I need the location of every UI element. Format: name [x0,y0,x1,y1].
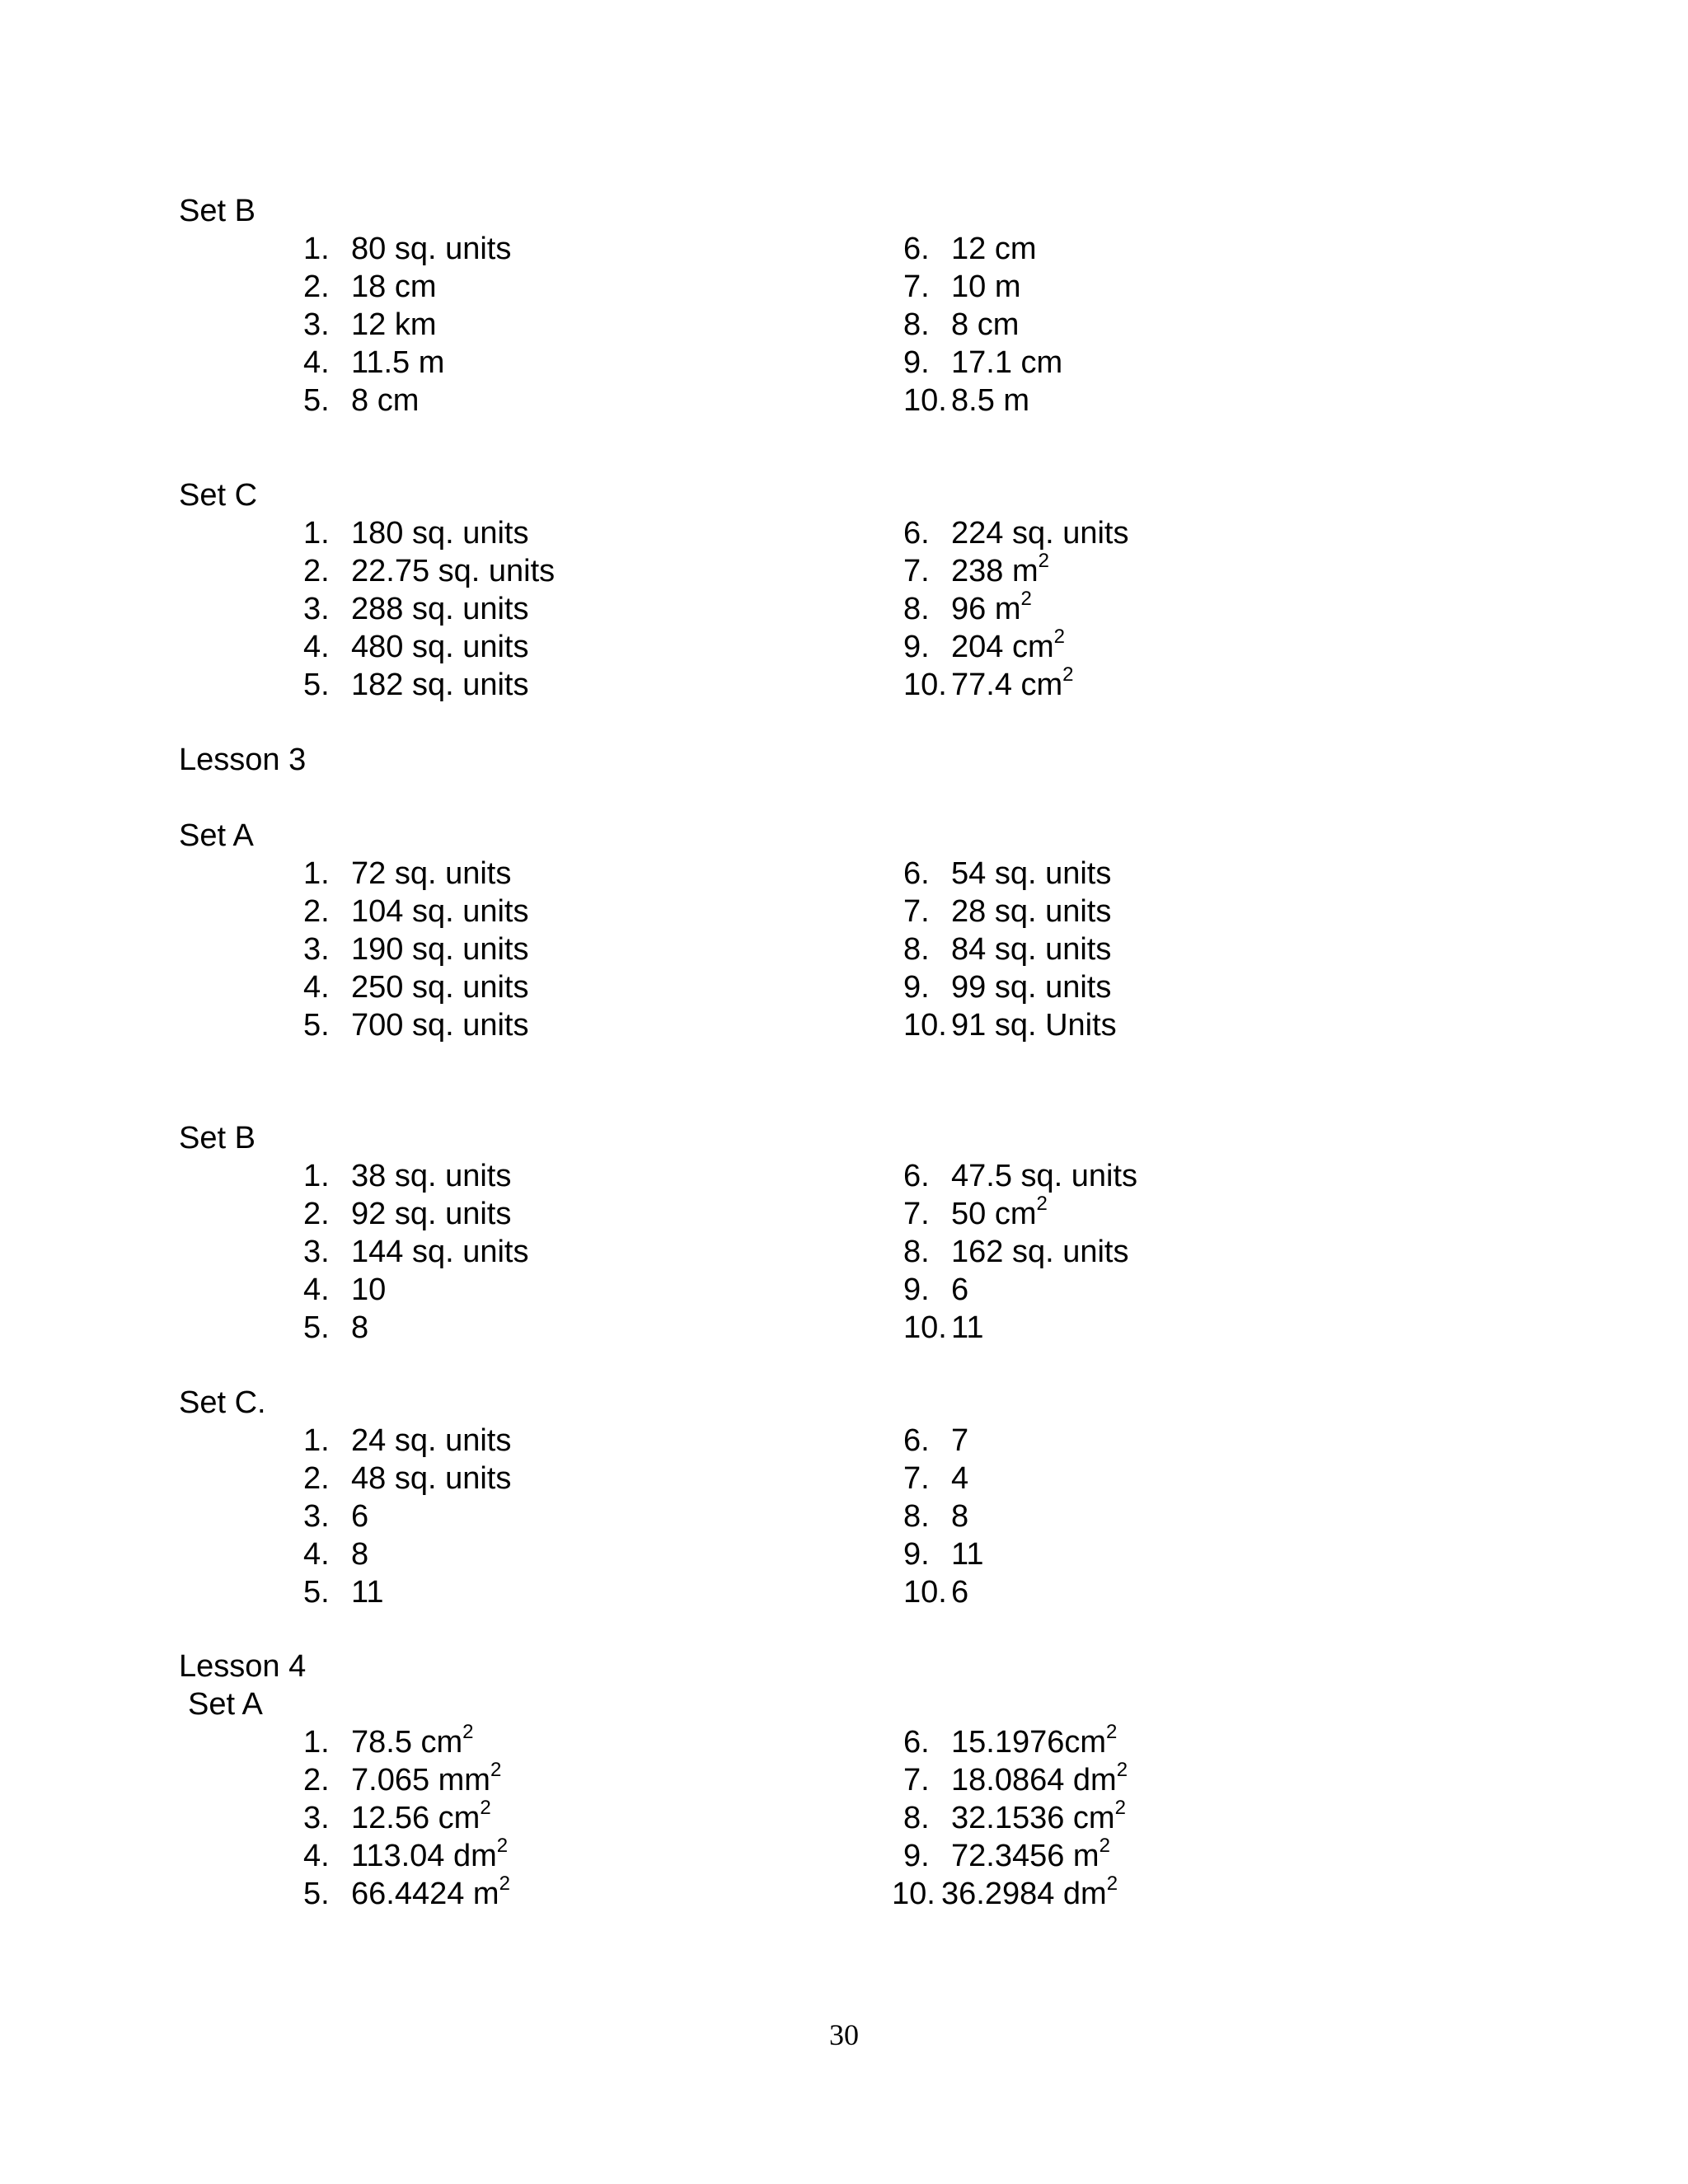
section-heading: Set B [179,1121,256,1155]
item-number: 3. [303,1801,330,1835]
item-number: 6. [903,516,930,551]
answer-item [303,514,528,552]
item-exponent: 2 [496,1835,509,1857]
answer-item [903,1761,1128,1799]
item-number: 1. [303,232,330,266]
answer-item [303,968,528,1006]
item-number: 10. [903,1008,947,1043]
item-answer: 480 sq. units [351,630,529,664]
item-answer: 11 [951,1537,984,1572]
item-exponent: 2 [499,1872,510,1895]
item-number: 4. [303,1272,330,1307]
item-number: 4. [303,345,330,380]
item-answer: 6 [351,1499,369,1534]
item-exponent: 2 [1106,1721,1118,1743]
item-number: 8. [903,307,930,342]
item-answer: 8.5 m [951,383,1030,418]
item-number: 3. [303,932,330,967]
item-answer: 113.04 dm [351,1839,497,1873]
item-exponent: 2 [462,1721,474,1743]
page-number: 30 [829,2018,859,2051]
item-number: 2. [303,894,330,929]
item-exponent: 2 [1099,1835,1110,1857]
section-heading: Set A [179,818,254,853]
answer-item [903,1157,1137,1195]
section-heading: Set A [188,1687,263,1722]
item-number: 5. [303,1877,330,1911]
item-answer: 11.5 m [351,345,445,380]
item-answer: 204 cm [951,630,1054,664]
answer-item [903,382,1029,419]
item-number: 6. [903,1725,930,1760]
section-heading: Set B [179,194,256,228]
item-number: 9. [903,630,930,664]
item-answer: 18.0864 dm [951,1763,1117,1797]
item-number: 1. [303,1159,330,1193]
item-answer: 78.5 cm [351,1725,463,1760]
answer-item [903,1195,1048,1233]
item-answer: 17.1 cm [951,345,1063,380]
answer-item [903,930,1111,968]
answer-item [903,1422,968,1460]
answer-item [303,666,528,704]
answer-item [903,855,1111,893]
item-number: 5. [303,1008,330,1043]
item-answer: 8 [351,1310,369,1345]
item-answer: 8 cm [951,307,1020,342]
item-number: 8. [903,932,930,967]
answer-item [303,1006,528,1044]
item-answer: 8 [351,1537,369,1572]
item-number: 3. [303,1499,330,1534]
item-number: 10. [892,1877,935,1911]
item-answer: 36.2984 dm [941,1877,1107,1911]
item-number: 6. [903,856,930,891]
item-number: 1. [303,516,330,551]
answer-item [303,1271,386,1309]
answer-item [303,230,511,268]
item-number: 7. [903,269,930,304]
answer-item [303,1799,491,1837]
answer-item [303,1872,510,1913]
answer-item [303,1195,511,1233]
answer-item [903,1799,1126,1837]
item-number: 7. [903,554,930,588]
answer-item [903,230,1036,268]
item-answer: 144 sq. units [351,1235,529,1269]
item-answer: 4 [951,1461,969,1496]
item-answer: 238 m [951,554,1039,588]
answer-item [903,893,1111,930]
item-answer: 80 sq. units [351,232,512,266]
answer-item [903,1460,968,1497]
item-number: 3. [303,307,330,342]
item-exponent: 2 [1053,626,1065,648]
item-number: 2. [303,1461,330,1496]
item-answer: 72 sq. units [351,856,512,891]
answer-item [303,930,528,968]
answer-item [903,344,1062,382]
item-answer: 11 [951,1310,984,1345]
item-exponent: 2 [490,1759,502,1781]
answer-item [303,1460,511,1497]
item-answer: 38 sq. units [351,1159,512,1193]
answer-item [903,1535,983,1573]
item-number: 4. [303,630,330,664]
item-number: 5. [303,668,330,702]
answer-item [303,306,436,344]
item-answer: 84 sq. units [951,932,1112,967]
answer-item [303,344,444,382]
answer-item [303,1837,508,1875]
item-number: 9. [903,970,930,1005]
item-answer: 47.5 sq. units [951,1159,1138,1193]
item-answer: 6 [951,1575,969,1610]
item-answer: 22.75 sq. units [351,554,556,588]
answer-item [903,968,1111,1006]
item-number: 10. [903,1310,947,1345]
item-number: 10. [903,1575,947,1610]
item-answer: 250 sq. units [351,970,529,1005]
answer-item [903,1233,1128,1271]
item-exponent: 2 [1038,550,1049,572]
item-answer: 224 sq. units [951,516,1129,551]
item-answer: 180 sq. units [351,516,529,551]
item-exponent: 2 [1114,1797,1126,1819]
item-answer: 104 sq. units [351,894,529,929]
item-answer: 700 sq. units [351,1008,529,1043]
item-answer: 77.4 cm [951,668,1063,702]
answer-item [303,893,528,930]
item-number: 9. [903,345,930,380]
section-heading: Set C [179,478,258,513]
item-number: 9. [903,1272,930,1307]
item-answer: 182 sq. units [351,668,529,702]
item-number: 5. [303,1310,330,1345]
item-answer: 6 [951,1272,969,1307]
answer-item [303,268,436,306]
answer-item [903,1271,968,1309]
answer-item [903,1006,1117,1044]
answer-item [903,663,1074,704]
item-answer: 91 sq. Units [951,1008,1117,1043]
item-answer: 7 [951,1423,969,1458]
item-answer: 162 sq. units [951,1235,1129,1269]
item-answer: 12 cm [951,232,1037,266]
item-answer: 10 m [951,269,1021,304]
item-answer: 18 cm [351,269,437,304]
item-exponent: 2 [1036,1193,1048,1215]
answer-item [903,1497,968,1535]
item-number: 2. [303,554,330,588]
answer-item [303,1535,368,1573]
answer-item [303,590,528,628]
answer-item [903,628,1065,666]
item-number: 7. [903,1763,930,1797]
lesson-heading: Lesson 3 [179,743,307,777]
item-exponent: 2 [1062,663,1074,686]
item-answer: 48 sq. units [351,1461,512,1496]
item-answer: 24 sq. units [351,1423,512,1458]
item-answer: 28 sq. units [951,894,1112,929]
item-number: 6. [903,1159,930,1193]
item-answer: 99 sq. units [951,970,1112,1005]
item-answer: 32.1536 cm [951,1801,1115,1835]
item-number: 10. [903,668,947,702]
item-number: 8. [903,1801,930,1835]
answer-item [303,1761,501,1799]
item-answer: 8 [951,1499,969,1534]
item-number: 2. [303,1763,330,1797]
item-number: 8. [903,592,930,626]
item-number: 1. [303,856,330,891]
item-number: 3. [303,592,330,626]
answer-item [303,1422,511,1460]
item-number: 9. [903,1839,930,1873]
answer-item [903,1837,1110,1875]
item-number: 2. [303,1197,330,1231]
answer-item [903,552,1049,590]
answer-item [903,1723,1117,1761]
answer-item [303,1497,368,1535]
item-answer: 15.1976cm [951,1725,1107,1760]
item-answer: 92 sq. units [351,1197,512,1231]
item-answer: 72.3456 m [951,1839,1100,1873]
item-answer: 12.56 cm [351,1801,481,1835]
item-exponent: 2 [1106,1872,1118,1895]
item-number: 8. [903,1235,930,1269]
item-exponent: 2 [1116,1759,1128,1781]
item-number: 7. [903,1197,930,1231]
lesson-heading: Lesson 4 [179,1649,307,1684]
item-answer: 54 sq. units [951,856,1112,891]
item-number: 8. [903,1499,930,1534]
item-answer: 96 m [951,592,1021,626]
item-answer: 288 sq. units [351,592,529,626]
item-number: 2. [303,269,330,304]
section-heading: Set C. [179,1385,266,1420]
answer-item [303,1309,368,1347]
item-answer: 12 km [351,307,437,342]
item-number: 6. [903,1423,930,1458]
item-number: 4. [303,1537,330,1572]
item-number: 4. [303,970,330,1005]
item-number: 3. [303,1235,330,1269]
item-number: 1. [303,1423,330,1458]
item-number: 4. [303,1839,330,1873]
answer-item [303,382,419,419]
item-number: 1. [303,1725,330,1760]
answer-item [303,1573,383,1611]
answer-item [903,1573,968,1611]
item-answer: 8 cm [351,383,420,418]
answer-item [303,1723,474,1761]
item-answer: 190 sq. units [351,932,529,967]
item-answer: 7.065 mm [351,1763,490,1797]
answer-item [892,1872,1118,1913]
answer-item [303,1233,528,1271]
answer-item [903,590,1032,628]
answer-item [303,855,511,893]
answer-item [903,306,1019,344]
item-exponent: 2 [1020,588,1032,610]
item-answer: 50 cm [951,1197,1037,1231]
item-answer: 10 [351,1272,387,1307]
item-answer: 66.4424 m [351,1877,499,1911]
item-number: 7. [903,1461,930,1496]
answer-item [903,1309,983,1347]
item-number: 6. [903,232,930,266]
item-number: 5. [303,1575,330,1610]
answer-item [303,552,555,590]
answer-item [903,514,1128,552]
answer-item [303,628,528,666]
item-exponent: 2 [480,1797,491,1819]
item-answer: 11 [351,1575,384,1610]
item-number: 10. [903,383,947,418]
item-number: 7. [903,894,930,929]
answer-item [903,268,1020,306]
item-number: 9. [903,1537,930,1572]
item-number: 5. [303,383,330,418]
answer-item [303,1157,511,1195]
